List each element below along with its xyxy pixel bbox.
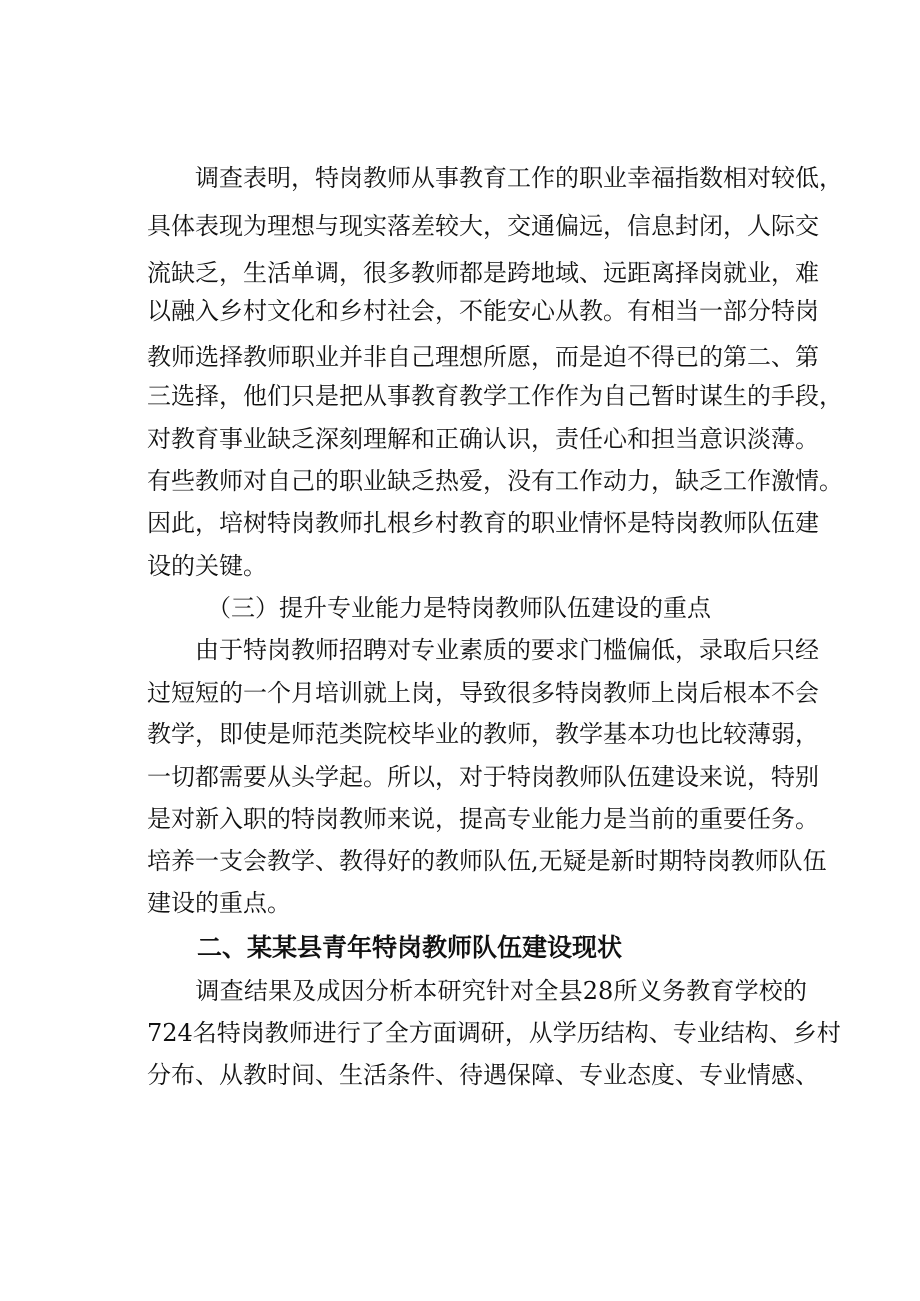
paragraph-1-line-3: 流缺乏，生活单调，很多教师都是跨地域、远距离择岗就业，难 [147, 259, 819, 287]
subsection-heading: （三）提升专业能力是特岗教师队伍建设的重点 [147, 594, 711, 622]
paragraph-2-line-5: 是对新入职的特岗教师来说，提高专业能力是当前的重要任务。 [147, 805, 819, 833]
paragraph-2-line-3: 教学，即使是师范类院校毕业的教师，教学基本功也比较薄弱， [147, 720, 819, 748]
paragraph-1-line-2: 具体表现为理想与现实落差较大，交通偏远，信息封闭，人际交 [147, 212, 819, 240]
paragraph-3-line-1: 调查结果及成因分析本研究针对全县28所义务教育学校的 [147, 977, 807, 1005]
paragraph-3-line-3: 分布、从教时间、生活条件、待遇保障、专业态度、专业情感、 [147, 1061, 819, 1089]
paragraph-1-line-7: 对教育事业缺乏深刻理解和正确认识，责任心和担当意识淡薄。 [147, 425, 819, 453]
paragraph-1-line-8: 有些教师对自己的职业缺乏热爱，没有工作动力，缺乏工作激情。 [147, 467, 843, 495]
paragraph-2-line-4: 一切都需要从头学起。所以，对于特岗教师队伍建设来说，特别 [147, 763, 819, 791]
paragraph-2-line-7: 建设的重点。 [147, 889, 291, 917]
paragraph-1-line-10: 设的关键。 [147, 552, 267, 580]
paragraph-1-line-9: 因此，培树特岗教师扎根乡村教育的职业情怀是特岗教师队伍建 [147, 509, 819, 537]
paragraph-2-line-6: 培养一支会教学、教得好的教师队伍,无疑是新时期特岗教师队伍 [147, 847, 827, 875]
paragraph-1-line-1: 调查表明，特岗教师从事教育工作的职业幸福指数相对较低， [147, 164, 843, 192]
paragraph-3-line-2: 724名特岗教师进行了全方面调研，从学历结构、专业结构、乡村 [147, 1019, 841, 1047]
paragraph-2-line-1: 由于特岗教师招聘对专业素质的要求门槛偏低，录取后只经 [147, 636, 819, 664]
paragraph-1-line-5: 教师选择教师职业并非自己理想所愿，而是迫不得已的第二、第 [147, 343, 819, 371]
paragraph-2-line-2: 过短短的一个月培训就上岗，导致很多特岗教师上岗后根本不会 [147, 679, 819, 707]
paragraph-1-line-6: 三选择，他们只是把从事教育教学工作作为自己暂时谋生的手段， [147, 382, 843, 410]
section-heading: 二、某某县青年特岗教师队伍建设现状 [197, 933, 623, 962]
paragraph-1-line-4: 以融入乡村文化和乡村社会，不能安心从教。有相当一部分特岗 [147, 297, 819, 325]
